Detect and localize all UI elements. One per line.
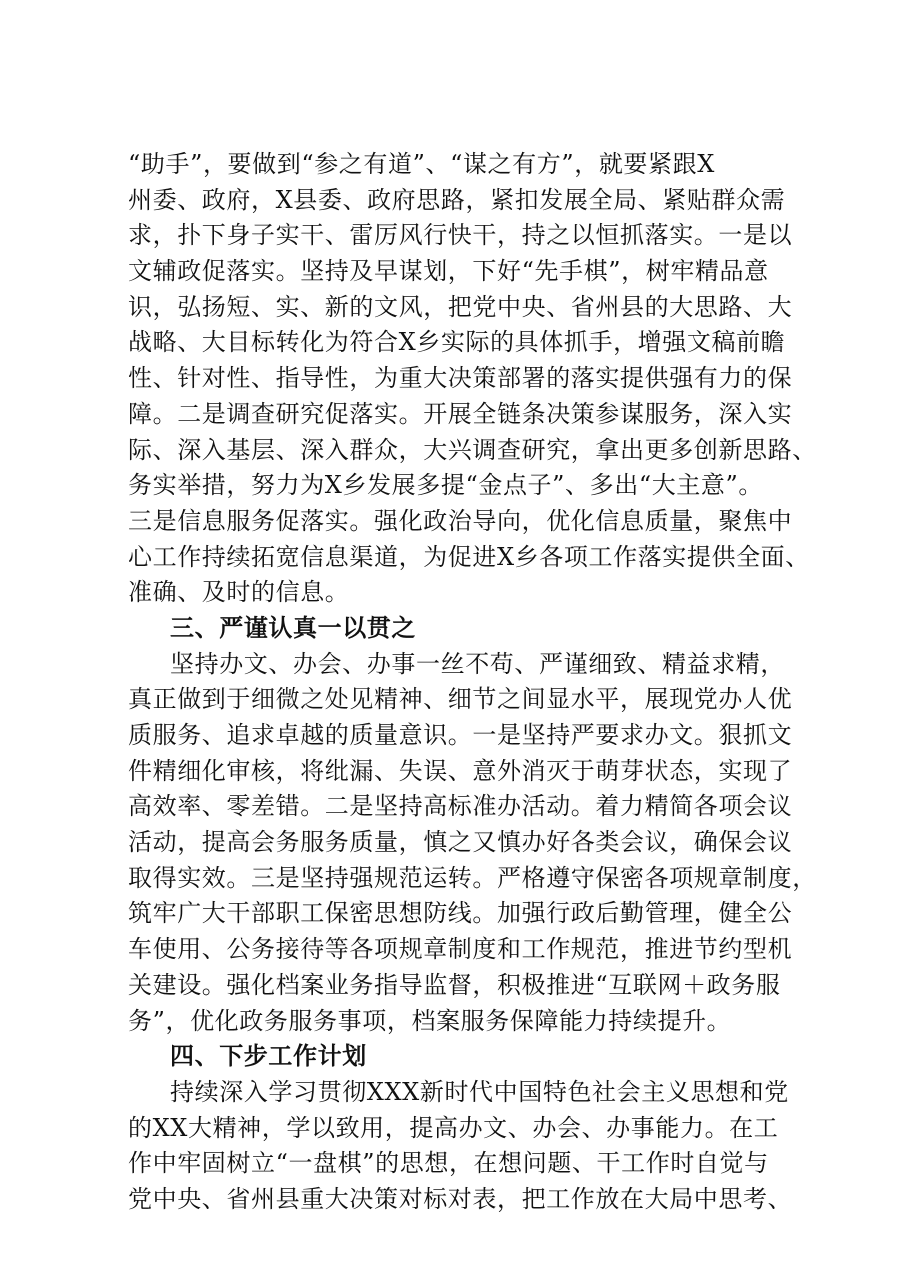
text-line: 文辅政促落实。坚持及早谋划，下好“先手棋”，树牢精品意: [128, 257, 769, 286]
text-line: 务实举措，努力为X乡发展多提“金点子”、多出“大主意”。: [128, 471, 763, 500]
paragraph-first-line: 坚持办文、办会、办事一丝不苟、严谨细致、精益求精，: [170, 649, 785, 678]
text-line: 心工作持续拓宽信息渠道，为促进X乡各项工作落实提供全面、: [128, 542, 810, 571]
text-line: 党中央、省州县重大决策对标对表，把工作放在大局中思考、: [128, 1184, 793, 1213]
text-line: “助手”，要做到“参之有道”、“谋之有方”，就要紧跟X: [128, 150, 715, 178]
text-line: 筑牢广大干部职工保密思想防线。加强行政后勤管理，健全公: [128, 899, 793, 928]
text-line: 质服务、追求卓越的质量意识。一是坚持严要求办文。狠抓文: [128, 721, 793, 749]
text-line: 三是信息服务促落实。强化政治导向，优化信息质量，聚焦中: [128, 506, 793, 535]
text-line: 求，扑下身子实干、雷厉风行快干，持之以恒抓落实。一是以: [128, 221, 793, 250]
text-line: 的XX大精神，学以致用，提高办文、办会、办事能力。在工: [128, 1113, 779, 1142]
text-line: 务”，优化政务服务事项，档案服务保障能力持续提升。: [128, 1006, 732, 1035]
text-line: 州委、政府，X县委、政府思路，紧扣发展全局、紧贴群众需: [128, 185, 786, 214]
paragraph-first-line: 持续深入学习贯彻XXX新时代中国特色社会主义思想和党: [170, 1077, 789, 1106]
text-line: 性、针对性、指导性，为重大决策部署的落实提供强有力的保: [128, 364, 793, 393]
text-line: 活动，提高会务服务质量，慎之又慎办好各类会议，确保会议: [128, 828, 793, 857]
text-line: 件精细化审核，将纰漏、失误、意外消灭于萌芽状态，实现了: [128, 756, 793, 785]
text-line: 际、深入基层、深入群众，大兴调查研究，拿出更多创新思路、: [128, 435, 817, 464]
text-line: 障。二是调查研究促落实。开展全链条决策参谋服务，深入实: [128, 399, 793, 428]
text-line: 识，弘扬短、实、新的文风，把党中央、省州县的大思路、大: [128, 292, 793, 321]
text-line: 高效率、零差错。二是坚持高标准办活动。着力精简各项会议: [128, 792, 793, 821]
text-line: 作中牢固树立“一盘棋”的思想，在想问题、干工作时自觉与: [128, 1149, 769, 1178]
section-heading: 三、严谨认真一以贯之: [170, 613, 416, 642]
text-line: 车使用、公务接待等各项规章制度和工作规范，推进节约型机: [128, 935, 793, 964]
text-line: 准确、及时的信息。: [128, 578, 350, 607]
text-line: 关建设。强化档案业务指导监督，积极推进“互联网＋政务服: [128, 970, 781, 999]
text-line: 战略、大目标转化为符合X乡实际的具体抓手，增强文稿前瞻: [128, 328, 786, 357]
text-line: 取得实效。三是坚持强规范运转。严格遵守保密各项规章制度，: [128, 863, 817, 892]
document-body: [128, 148, 818, 1219]
section-heading: 四、下步工作计划: [170, 1042, 367, 1071]
text-line: 真正做到于细微之处见精神、细节之间显水平，展现党办人优: [128, 685, 793, 714]
